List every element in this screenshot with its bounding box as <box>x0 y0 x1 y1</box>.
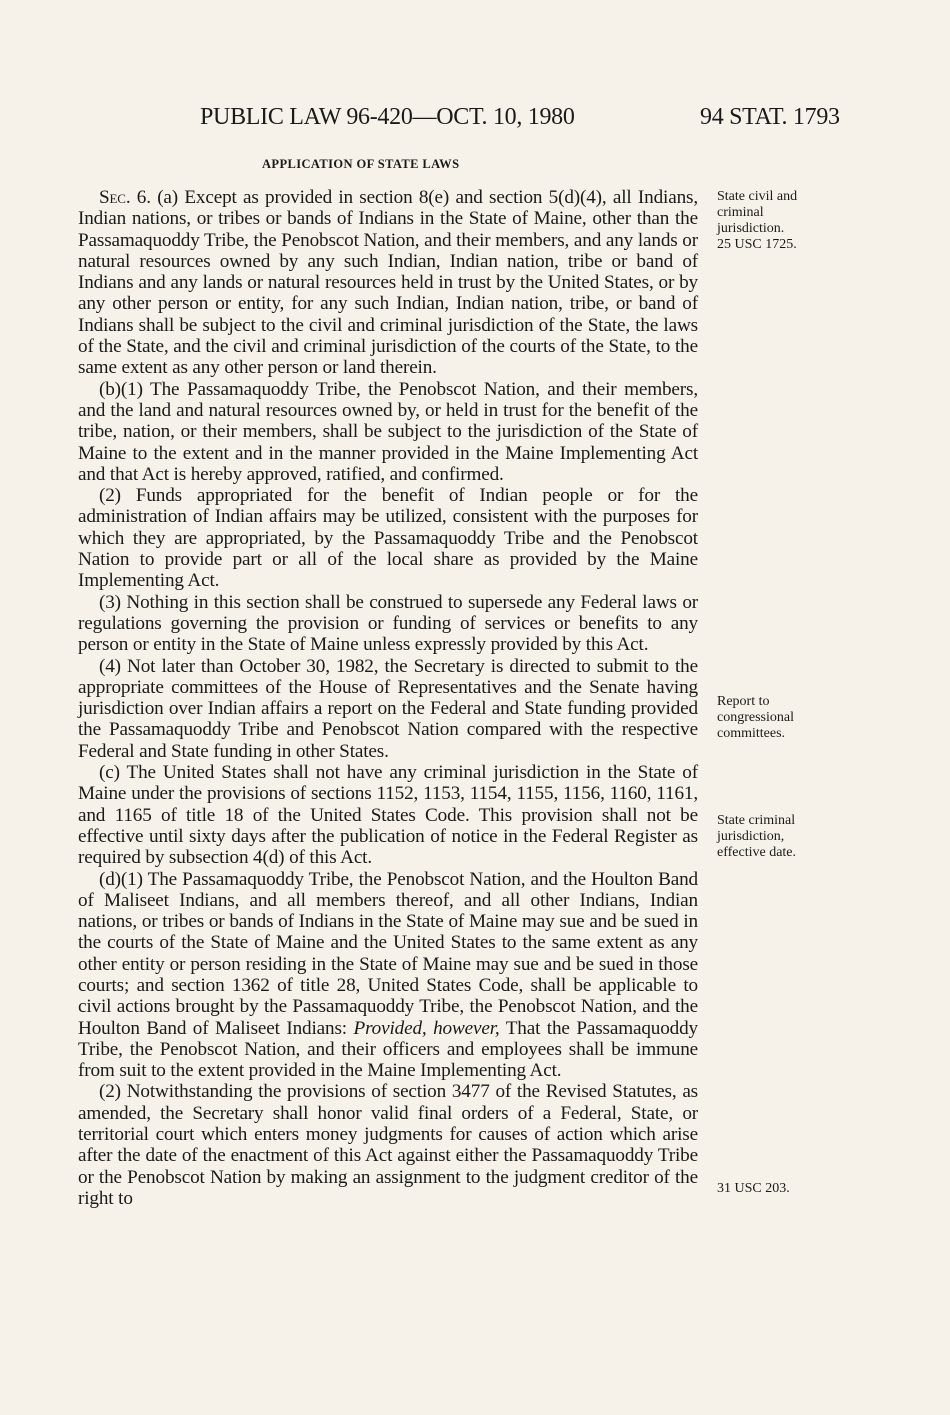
proviso-italic: Provided, however, <box>353 1017 500 1039</box>
margin-note-line: State criminal <box>717 813 796 828</box>
paragraph-b2: (2) Funds appropriated for the benefit of Indian people or for the administration of Indian affairs may be utilized, consistent with the purposes for which they are appropriated, by the Passamaquoddy Tribe and the Penobscot Nation to provide part or all of the local share as provided by the Maine Implementing Act. <box>78 485 698 592</box>
margin-note-line: 31 USC 203. <box>717 1181 790 1196</box>
margin-note-civil-criminal <box>717 189 842 253</box>
margin-note-report <box>717 694 842 742</box>
margin-note-line: Report to <box>717 694 770 709</box>
paragraph-sec6a <box>78 187 698 379</box>
body-text <box>78 187 698 1209</box>
section-heading: APPLICATION OF STATE LAWS <box>262 157 460 171</box>
statute-page-number: 94 STAT. 1793 <box>700 104 840 130</box>
margin-note-line: congressional <box>717 710 794 725</box>
margin-note-line: criminal <box>717 205 764 220</box>
margin-note-criminal-effective <box>717 813 842 861</box>
paragraph-b4: (4) Not later than October 30, 1982, the Secretary is directed to submit to the appropriate committees of the House of Representatives and the Senate having jurisdiction over Indian affairs a report on the Federal and State funding provided the Passamaquoddy Tribe and Penobscot Nation compared with the respective Federal and State funding in other States. <box>78 655 698 762</box>
paragraph-b1: (b)(1) The Passamaquoddy Tribe, the Penobscot Nation, and their members, and the land and natural resources owned by, or held in trust for the benefit of the tribe, nation, or their members, shall be subject to the jurisdiction of the State of Maine to the extent and in the manner provided in the Maine Implementing Act and that Act is hereby approved, ratified, and confirmed. <box>78 378 698 485</box>
paragraph-d1 <box>78 869 698 1082</box>
paragraph-c: (c) The United States shall not have any criminal jurisdiction in the State of Maine under the provisions of sections 1152, 1153, 1154, 1155, 1156, 1160, 1161, and 1165 of title 18 of the United States Code. This provision shall not be effective until sixty days after the publication of notice in the Federal Register as required by subsection 4(d) of this Act. <box>78 762 698 869</box>
section-label: Sec. <box>99 187 131 208</box>
margin-note-line: State civil and <box>717 189 798 204</box>
margin-note-31usc <box>717 1181 842 1197</box>
margin-note-line: 25 USC 1725. <box>717 237 797 252</box>
law-title: PUBLIC LAW 96-420—OCT. 10, 1980 <box>200 104 575 130</box>
paragraph-text: 6. (a) Except as provided in section 8(e) and section 5(d)(4), all Indians, Indian nations, or tribes or bands of Indians in the State of Maine, other than the Passamaquoddy Tribe, the Penobscot Nation, and their members, and any lands or natural resources owned by any such Indian, Indian nation, tribe or band of Indians and any lands or natural resources held in trust by the United States, or by any other person or entity, for any such Indian, Indian nation, tribe, or band of Indians shall be subject to the civil and criminal jurisdiction of the State, the laws of the State, and the civil and criminal jurisdiction of the courts of the State, to the same extent as any other person or land therein. <box>78 187 698 379</box>
paragraph-text: (d)(1) The Passamaquoddy Tribe, the Penobscot Nation, and the Houlton Band of Maliseet Indians, and all members thereof, and all other Indians, Indian nations, or tribes or bands of Indians in the State of Maine may sue and be sued in the courts of the State of Maine and the United States to the same extent as any other entity or person residing in the State of Maine may sue and be sued in those courts; and section 1362 of title 28, United States Code, shall be applicable to civil actions brought by the Passamaquoddy Tribe, the Penobscot Nation, and the Houlton Band of Maliseet Indians: <box>78 868 698 1039</box>
margin-note-line: effective date. <box>717 845 797 860</box>
paragraph-text: That the Passamaquoddy Tribe, the Penobscot Nation, and their officers and employees shall be immune from suit to the extent provided in the Maine Implementing Act. <box>78 1017 699 1082</box>
margin-note-line: jurisdiction. <box>717 221 785 236</box>
paragraph-d2: (2) Notwithstanding the provisions of section 3477 of the Revised Statutes, as amended, the Secretary shall honor valid final orders of a Federal, State, or territorial court which enters money judgments for causes of action which arise after the date of the enactment of this Act against either the Passamaquoddy Tribe or the Penobscot Nation by making an assignment to the judgment creditor of the right to <box>78 1081 698 1209</box>
margin-note-line: committees. <box>717 726 786 741</box>
paragraph-b3: (3) Nothing in this section shall be construed to supersede any Federal laws or regulations governing the provision or funding of services or benefits to any person or entity in the State of Maine unless expressly provided by this Act. <box>78 591 698 656</box>
margin-note-line: jurisdiction, <box>717 829 785 844</box>
